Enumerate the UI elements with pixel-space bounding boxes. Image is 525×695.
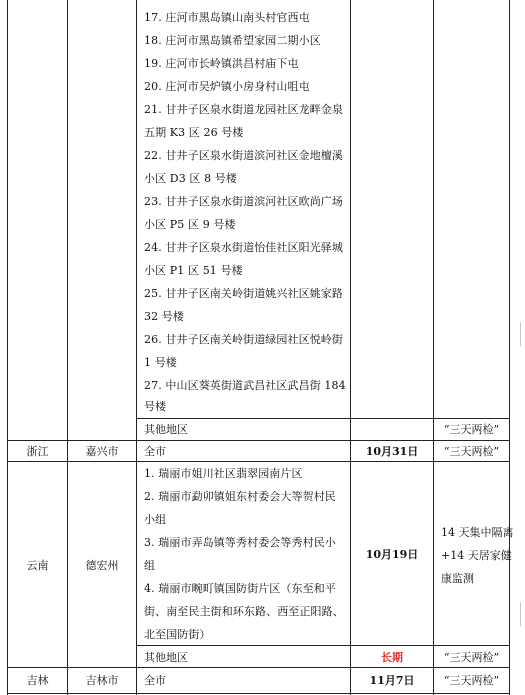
table-border-right [509, 0, 510, 695]
list-item-continuation: 32 号楼 [144, 310, 184, 323]
other-area-label: 其他地区 [144, 423, 188, 436]
province-cell: 浙江 [26, 445, 49, 458]
measure-line: 康监测 [441, 572, 474, 585]
measure-cell: “三天两检” [443, 445, 500, 458]
measure-cell: “三天两检” [443, 423, 500, 436]
measure-line: 14 天集中隔离 [441, 526, 514, 539]
table-border-left [7, 0, 8, 695]
list-item: 4. 瑞丽市畹町镇国防街片区（东至和平 [144, 582, 336, 595]
list-item-continuation: 小区 P5 区 9 号楼 [144, 218, 236, 231]
list-item-continuation: 街、南至民主街和环东路、西至正阳路、 [144, 605, 344, 618]
table-col-divider-2 [136, 0, 137, 695]
list-item-continuation: 号楼 [144, 400, 167, 413]
list-item: 25. 甘井子区南关岭街道姚兴社区姚家路 [144, 287, 343, 300]
list-item-continuation: 小组 [144, 513, 167, 526]
list-item: 27. 中山区葵英街道武昌社区武昌街 184 [144, 379, 346, 392]
list-item-continuation: 五期 K3 区 26 号楼 [144, 126, 244, 139]
province-cell: 吉林 [26, 674, 49, 687]
date-cell: 10月19日 [365, 548, 419, 561]
list-item-continuation: 1 号楼 [144, 356, 177, 369]
row-line-jilin-top [7, 667, 510, 668]
list-item: 1. 瑞丽市姐川社区翡翠园南片区 [144, 467, 303, 480]
other-area-label: 其他地区 [144, 651, 188, 664]
list-item: 23. 甘井子区泉水街道滨河社区欧尚广场 [144, 195, 343, 208]
row-line-zhejiang-top [7, 440, 510, 441]
province-cell: 云南 [26, 559, 49, 572]
measure-cell: “三天两检” [443, 651, 500, 664]
list-item: 17. 庄河市黑岛镇山南头村官西屯 [144, 11, 310, 24]
measure-cell: “三天两检” [443, 674, 500, 687]
list-item: 22. 甘井子区泉水街道滨河社区金地檀溪 [144, 149, 343, 162]
date-cell: 11月7日 [369, 674, 415, 687]
list-item: 20. 庄河市吴炉镇小房身村山咀屯 [144, 80, 310, 93]
date-cell: 10月31日 [365, 445, 419, 458]
row-line-yunnan-top [7, 461, 510, 462]
area-cell: 全市 [144, 674, 166, 687]
table-col-divider-4 [433, 0, 434, 695]
list-item-continuation: 北至国防街） [144, 628, 211, 641]
list-item: 26. 甘井子区南关岭街道绿园社区悦岭街 [144, 333, 343, 346]
list-item: 21. 甘井子区泉水街道龙园社区龙畔金泉 [144, 103, 343, 116]
page-edge-mark [520, 602, 521, 626]
area-cell: 全市 [144, 445, 166, 458]
list-item-continuation: 小区 D3 区 8 号楼 [144, 172, 238, 185]
city-cell: 吉林市 [85, 674, 119, 687]
list-item: 19. 庄河市长岭镇洪昌村庙下屯 [144, 57, 299, 70]
list-item: 3. 瑞丽市弄岛镇等秀村委会等秀村民小 [144, 536, 336, 549]
table-col-divider-3 [350, 0, 351, 695]
city-cell: 嘉兴市 [85, 445, 119, 458]
list-item-continuation: 组 [144, 559, 156, 572]
date-cell-highlight: 长期 [381, 651, 403, 664]
row-line-top-other [136, 418, 510, 419]
row-line-bottom [7, 693, 510, 694]
city-cell: 德宏州 [85, 559, 119, 572]
list-item: 24. 甘井子区泉水街道怡佳社区阳光驿城 [144, 241, 343, 254]
list-item: 18. 庄河市黑岛镇希望家园二期小区 [144, 34, 321, 47]
measure-line: +14 天居家健 [441, 549, 512, 562]
list-item: 2. 瑞丽市勐卯镇姐东村委会大等贺村民 [144, 490, 336, 503]
page-edge-mark [520, 322, 521, 346]
row-line-yunnan-other [136, 645, 510, 646]
table-col-divider-1 [67, 0, 68, 695]
list-item-continuation: 小区 P1 区 51 号楼 [144, 264, 243, 277]
